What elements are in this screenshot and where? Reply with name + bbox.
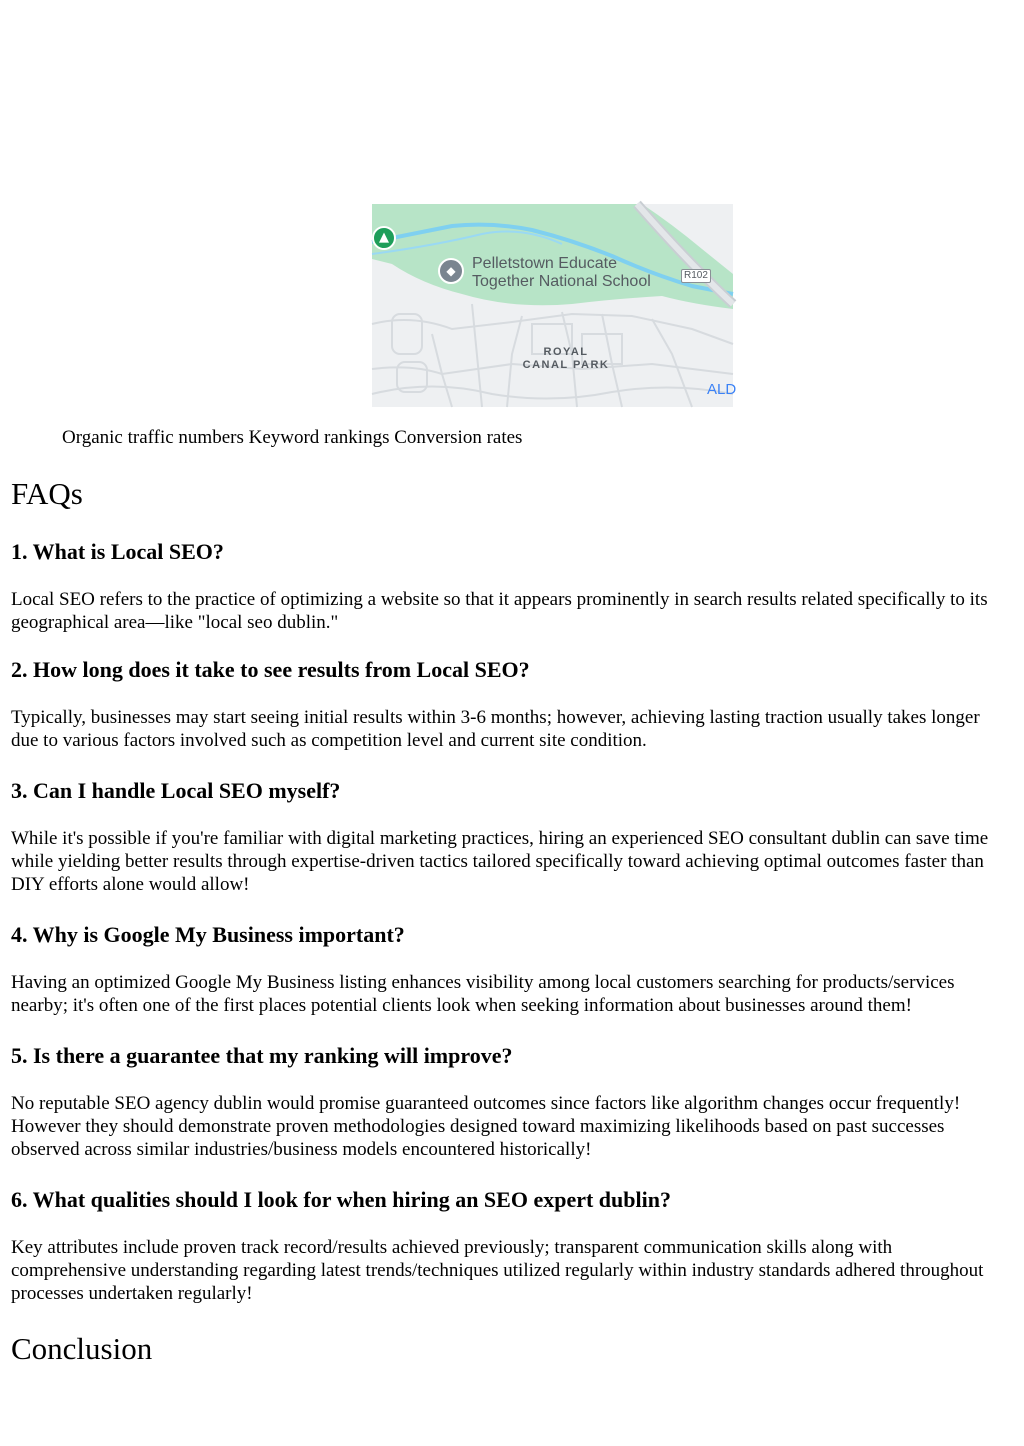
park-pin-icon: ▲: [372, 226, 396, 250]
metrics-list: Organic traffic numbers Keyword rankings Conversion rates: [62, 427, 523, 448]
school-label: Pelletstown Educate Together National School: [472, 255, 651, 290]
faq-question: 3. Can I handle Local SEO myself?: [11, 778, 341, 803]
faq-answer: While it's possible if you're familiar with digital marketing practices, hiring an experienced SEO consultant dublin can save time while yielding better results through expertise-driven tactics tailored specifically toward achieving optimal outcomes faster than DIY efforts alone would allow!: [11, 828, 989, 895]
school-icon: ◆: [438, 258, 464, 284]
faq-answer: No reputable SEO agency dublin would promise guaranteed outcomes since factors like algorithm changes occur frequently! However they should demonstrate proven methodologies designed toward maximizing likelihoods based on past successes observed across similar industries/business models encountered historically!: [11, 1093, 961, 1160]
conclusion-heading: Conclusion: [11, 1331, 153, 1366]
faq-answer: Key attributes include proven track record/results achieved previously; transparent communication skills along with comprehensive understanding regarding latest trends/techniques utilized regularly within industry standards adhered throughout processes undertaken regularly!: [11, 1237, 984, 1304]
faq-question: 1. What is Local SEO?: [11, 539, 224, 564]
faq-question: 6. What qualities should I look for when hiring an SEO expert dublin?: [11, 1187, 671, 1212]
faq-answer: Local SEO refers to the practice of optimizing a website so that it appears prominently in search results related specifically to its geographical area—like "local seo dublin.": [11, 589, 988, 633]
faq-question: 4. Why is Google My Business important?: [11, 922, 405, 947]
area-label: ROYAL CANAL PARK: [522, 346, 610, 371]
faqs-heading: FAQs: [11, 476, 83, 511]
faq-answer: Having an optimized Google My Business listing enhances visibility among local customers searching for products/services nearby; it's often one of the first places potential clients look when seeking information about businesses around them!: [11, 972, 955, 1016]
map-image[interactable]: [372, 204, 737, 407]
faq-answer: Typically, businesses may start seeing initial results within 3-6 months; however, achieving lasting traction usually takes longer due to various factors involved such as competition level and current site condition.: [11, 707, 980, 751]
faq-question: 5. Is there a guarantee that my ranking will improve?: [11, 1043, 513, 1068]
faq-section: [11, 474, 1011, 1369]
faq-question: 2. How long does it take to see results from Local SEO?: [11, 657, 530, 682]
road-label: R102: [681, 269, 711, 283]
edge-label: ALD: [707, 381, 737, 398]
